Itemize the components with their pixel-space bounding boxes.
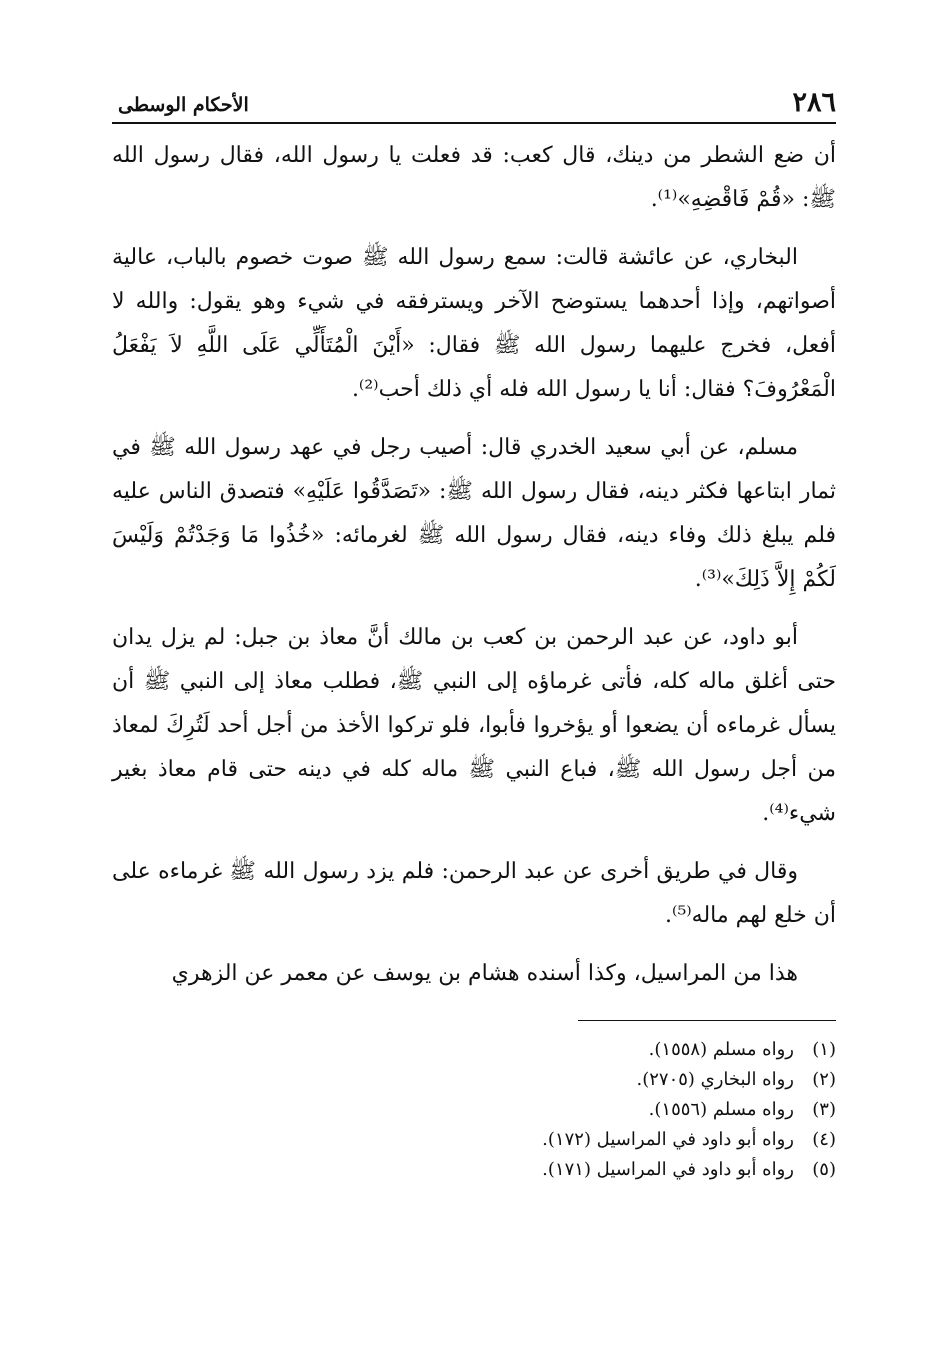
footnote-item bbox=[112, 1065, 836, 1095]
footnote-text: رواه مسلم (١٥٥٦). bbox=[648, 1099, 794, 1120]
paragraph-5: وقال في طريق أخرى عن عبد الرحمن: فلم يزد رسول الله ﷺ غرماءه على أن خلع لهم ماله⁽⁵⁾. bbox=[112, 859, 836, 928]
page-header bbox=[112, 88, 836, 124]
paragraph-6: هذا من المراسيل، وكذا أسنده هشام بن يوسف عن معمر عن الزهري bbox=[171, 961, 798, 986]
document-page bbox=[112, 88, 836, 1185]
footnote-number: (٥) bbox=[812, 1159, 836, 1180]
footnote-text: رواه البخاري (٢٧٠٥). bbox=[636, 1069, 794, 1090]
footnote-number: (٤) bbox=[812, 1129, 836, 1150]
paragraph-1: أن ضع الشطر من دينك، قال كعب: قد فعلت يا رسول الله، فقال رسول الله ﷺ: «قُمْ فَاقْضِهِ»⁽¹⁾. bbox=[112, 143, 836, 212]
footnote-divider bbox=[578, 1020, 836, 1021]
footnote-number: (١) bbox=[812, 1039, 836, 1060]
footnote-text: رواه مسلم (١٥٥٨). bbox=[648, 1039, 794, 1060]
body-text bbox=[112, 134, 836, 996]
page-number: ٢٨٦ bbox=[792, 87, 836, 118]
footnote-text: رواه أبو داود في المراسيل (١٧٢). bbox=[542, 1129, 794, 1150]
footnote-item bbox=[112, 1095, 836, 1125]
footnote-item bbox=[112, 1035, 836, 1065]
paragraph-3: مسلم، عن أبي سعيد الخدري قال: أصيب رجل في عهد رسول الله ﷺ في ثمار ابتاعها فكثر دينه، فقال رسول الله ﷺ: «تَصَدَّقُوا عَلَيْهِ» فتصدق الناس عليه فلم يبلغ ذلك وفاء دينه، فقال رسول الله ﷺ لغرمائه: «خُذُوا مَا وَجَدْتُمْ وَلَيْسَ لَكُمْ إِلاَّ ذَلِكَ»⁽³⁾. bbox=[112, 435, 836, 592]
running-title: الأحكام الوسطى bbox=[118, 94, 249, 116]
footnote-item bbox=[112, 1155, 836, 1185]
footnotes bbox=[112, 1035, 836, 1185]
paragraph-2: البخاري، عن عائشة قالت: سمع رسول الله ﷺ صوت خصوم بالباب، عالية أصواتهم، وإذا أحدهما يستوضح الآخر ويسترفقه في شيء وهو يقول: والله لا أفعل، فخرج عليهما رسول الله ﷺ فقال: «أَيْنَ الْمُتَأَلِّي عَلَى اللَّهِ لاَ يَفْعَلُ الْمَعْرُوفَ؟ فقال: أنا يا رسول الله فله أي ذلك أحب⁽²⁾. bbox=[112, 245, 836, 402]
footnote-item bbox=[112, 1125, 836, 1155]
footnote-number: (٣) bbox=[812, 1099, 836, 1120]
footnote-number: (٢) bbox=[812, 1069, 836, 1090]
footnote-text: رواه أبو داود في المراسيل (١٧١). bbox=[542, 1159, 794, 1180]
paragraph-4: أبو داود، عن عبد الرحمن بن كعب بن مالك أنَّ معاذ بن جبل: لم يزل يدان حتى أغلق ماله كله، فأتى غرماؤه إلى النبي ﷺ، فطلب معاذ إلى النبي ﷺ أن يسأل غرماءه أن يضعوا أو يؤخروا فأبوا، فلو تركوا الأخذ من أجل أحد لَتُرِكَ لمعاذ من أجل رسول الله ﷺ، فباع النبي ﷺ ماله كله في دينه حتى قام معاذ بغير شيء⁽⁴⁾. bbox=[112, 625, 836, 826]
